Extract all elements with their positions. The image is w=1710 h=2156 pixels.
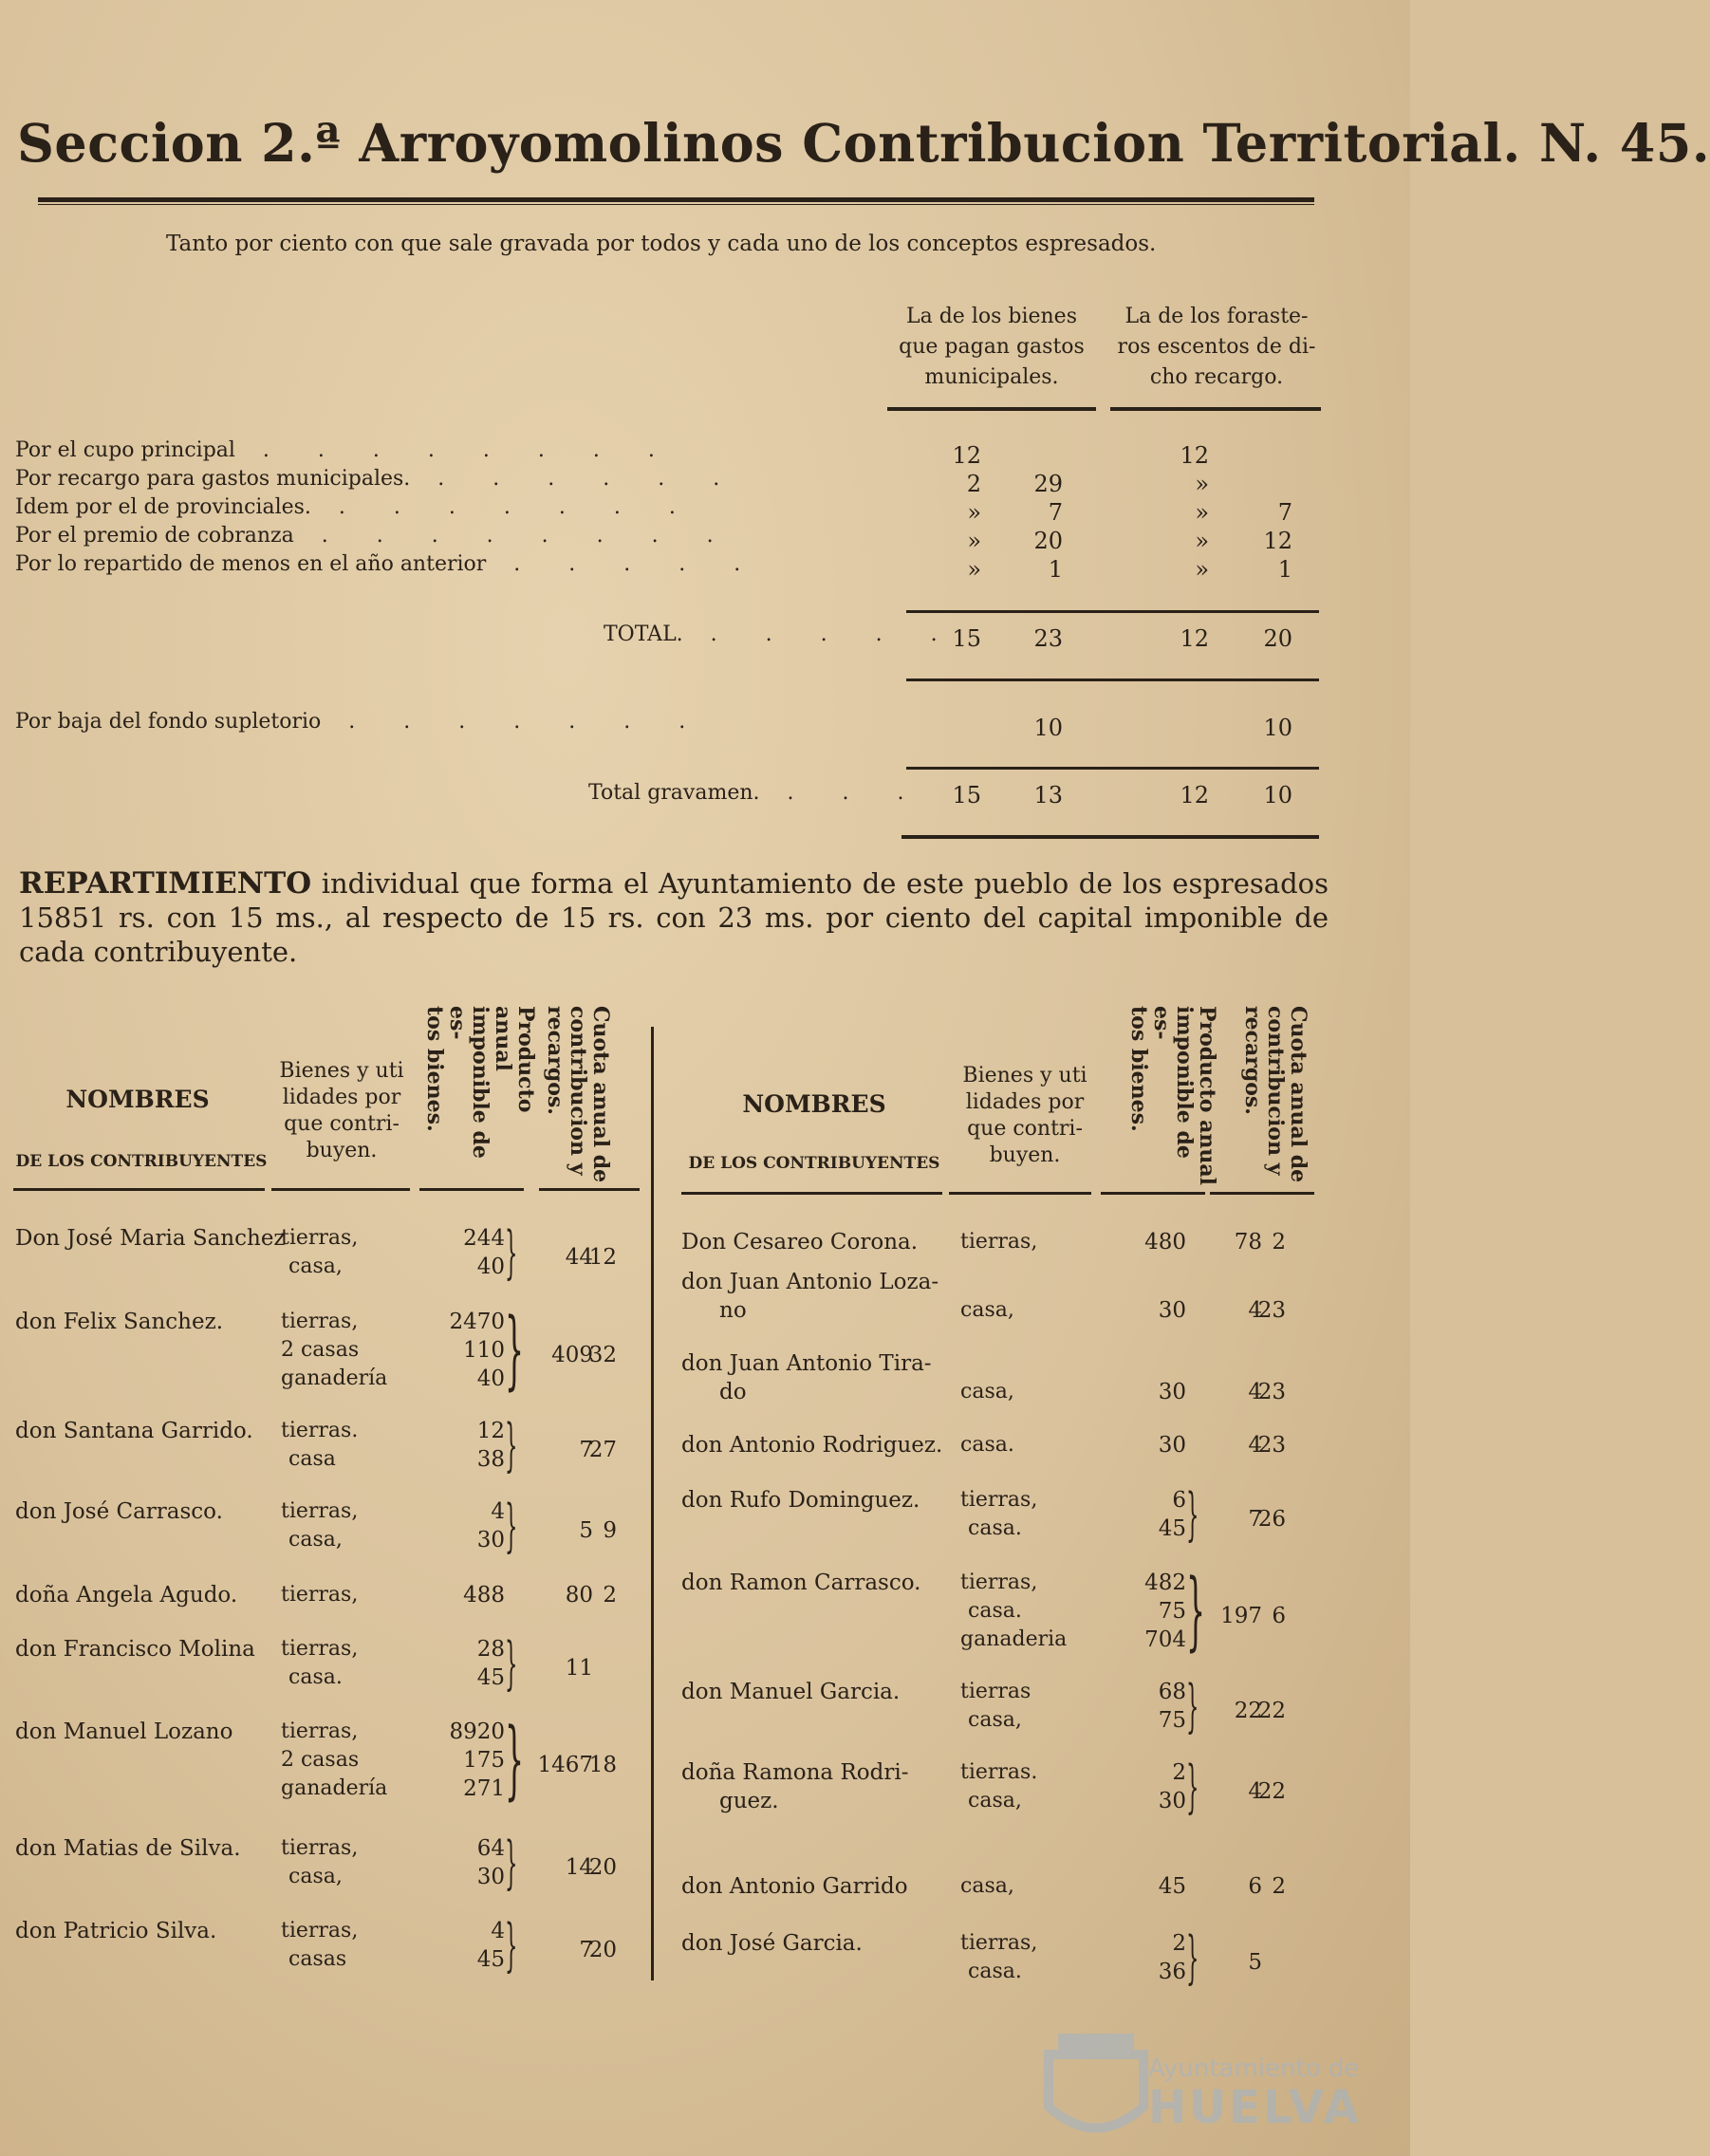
rates-col1-line: La de los bienes: [906, 305, 1077, 328]
cuota-reales: 22: [1234, 1699, 1262, 1723]
cuota-reales: 7: [579, 1938, 593, 1962]
asset-value: 45: [476, 1947, 505, 1972]
leader-dots: . . . . . . . .: [293, 524, 734, 548]
rates-col2-line: ros escentos de di-: [1117, 335, 1316, 359]
asset-value: 68: [1158, 1680, 1186, 1704]
table-divider: [651, 1027, 654, 1980]
left-header-bienes-line: buyen.: [306, 1139, 378, 1162]
cuota-reales: 11: [565, 1656, 593, 1681]
asset-value: 45: [476, 1665, 505, 1690]
asset-item: casa,: [960, 1380, 1014, 1403]
contributor-name: don Felix Sanchez.: [15, 1310, 224, 1334]
asset-item: ganadería: [281, 1366, 388, 1390]
watermark-line2: HUELVA: [1148, 2081, 1362, 2134]
cuota-reales: 4: [1248, 1380, 1262, 1404]
repartimiento-lead: REPARTIMIENTO: [19, 866, 312, 901]
asset-value: 4: [491, 1919, 505, 1943]
right-header-rule-4: [1210, 1192, 1314, 1195]
contributor-name: don Juan Antonio Loza-: [681, 1270, 939, 1294]
rate-row-b1: »: [1195, 499, 1209, 526]
rates-col1-header: [883, 302, 1101, 393]
left-header-nombres: NOMBRES: [65, 1086, 210, 1113]
brace-mark: }: [1186, 1561, 1206, 1661]
repartimiento-paragraph: [19, 866, 1329, 969]
right-header-rule-2: [949, 1192, 1091, 1195]
asset-item: casa,: [960, 1298, 1014, 1322]
rate-row-b2: 7: [1277, 499, 1292, 526]
brace-mark: }: [505, 1912, 518, 1979]
cuota-reales: 197: [1220, 1604, 1262, 1628]
cuota-maravedis: 27: [588, 1438, 617, 1462]
rates-col2-line: cho recargo.: [1149, 365, 1284, 389]
asset-value: 12: [476, 1419, 505, 1443]
left-header-producto-line: imponible de es-: [445, 1006, 493, 1159]
contributor-name: don Manuel Lozano: [15, 1719, 233, 1744]
asset-value: 4: [491, 1499, 505, 1524]
rate-row-b2: 1: [1277, 556, 1292, 583]
asset-value: 480: [1144, 1230, 1186, 1255]
contributor-name: no: [719, 1298, 747, 1323]
right-header-bienes: [954, 1063, 1096, 1169]
rates-col2-rule: [1110, 407, 1321, 411]
cuota-reales: 4: [1248, 1433, 1262, 1458]
contributor-name: Don José Maria Sanchez: [15, 1226, 286, 1251]
asset-item: tierras,: [281, 1836, 359, 1860]
contributor-name: don Matias de Silva.: [15, 1836, 241, 1861]
asset-item: casa,: [960, 1874, 1014, 1898]
asset-item: casa,: [968, 1789, 1022, 1812]
right-header-producto: [1127, 1006, 1218, 1186]
right-header-cuota-line: Cuota anual de: [1286, 1006, 1310, 1183]
rates-col2-header: [1112, 302, 1321, 393]
cuota-reales: 44: [565, 1245, 593, 1270]
rate-row-label: [15, 467, 740, 491]
contributor-name: don Ramon Carrasco.: [681, 1571, 921, 1595]
asset-item: 2 casas: [281, 1338, 360, 1362]
cuota-maravedis: 12: [588, 1245, 617, 1270]
brace-mark: }: [1186, 1924, 1199, 1991]
asset-value: 30: [476, 1865, 505, 1889]
contributor-name: don Antonio Garrido: [681, 1874, 908, 1899]
coat-of-arms-icon: [1030, 2026, 1162, 2149]
cuota-maravedis: 23: [1257, 1380, 1286, 1404]
rate-row-a2: 7: [1048, 499, 1063, 526]
brace-mark: }: [1186, 1754, 1199, 1820]
left-header-cuota-line: Cuota anual de: [588, 1006, 613, 1183]
asset-item: tierras.: [281, 1419, 359, 1442]
asset-item: tierras,: [281, 1919, 359, 1942]
cuota-reales: 1467: [537, 1753, 593, 1777]
asset-item: tierras,: [960, 1230, 1038, 1254]
contributor-name: don Rufo Dominguez.: [681, 1488, 920, 1513]
page-title: Seccion 2.ª Arroyomolinos Contribucion Territorial. N. 45.: [17, 112, 1710, 174]
asset-item: tierras,: [281, 1226, 359, 1250]
total-b1: 12: [1180, 625, 1209, 652]
left-header-cuota-line: contribucion y: [566, 1006, 590, 1176]
cuota-reales: 5: [1248, 1950, 1262, 1975]
cuota-maravedis: 23: [1257, 1298, 1286, 1323]
cuota-reales: 409: [551, 1343, 593, 1367]
asset-item: casa,: [288, 1528, 343, 1552]
cuota-maravedis: 26: [1257, 1507, 1286, 1532]
cuota-reales: 80: [565, 1583, 593, 1608]
contributor-name: don Patricio Silva.: [15, 1919, 217, 1943]
asset-item: casa.: [288, 1665, 343, 1689]
asset-value: 64: [476, 1836, 505, 1861]
left-header-rule-4: [539, 1188, 640, 1191]
total-b2: 20: [1263, 625, 1292, 652]
asset-value: 75: [1158, 1599, 1186, 1624]
asset-item: casa,: [968, 1708, 1022, 1732]
asset-item: casa.: [960, 1433, 1014, 1457]
cuota-reales: 4: [1248, 1298, 1262, 1323]
asset-value: 36: [1158, 1960, 1186, 1984]
rate-row-b1: »: [1195, 528, 1209, 554]
left-header-rule-3: [419, 1188, 524, 1191]
left-header-rule-1: [13, 1188, 265, 1191]
cuota-maravedis: 2: [603, 1583, 617, 1608]
rate-row-label-text: Por el cupo principal: [15, 438, 235, 462]
right-header-bienes-line: que contri-: [967, 1117, 1083, 1141]
baja-rule: [906, 767, 1319, 770]
asset-item: 2 casas: [281, 1748, 360, 1772]
asset-value: 8920: [449, 1719, 505, 1744]
rate-row-label-text: Por el premio de cobranza: [15, 524, 294, 548]
cuota-maravedis: 23: [1257, 1433, 1286, 1458]
right-header-bienes-line: Bienes y uti: [962, 1064, 1087, 1087]
baja-label: Por baja del fondo supletorio . . . . . . .: [15, 710, 707, 734]
asset-value: 2: [1172, 1760, 1186, 1785]
rates-col1-line: que pagan gastos: [899, 335, 1085, 359]
rate-row-label-text: Por lo repartido de menos en el año anterior: [15, 552, 487, 576]
cuota-maravedis: 20: [588, 1855, 617, 1880]
asset-value: 110: [463, 1338, 505, 1363]
asset-value: 45: [1158, 1874, 1186, 1899]
asset-item: tierras.: [960, 1760, 1038, 1784]
asset-item: tierras,: [960, 1488, 1038, 1512]
rates-col1-rule: [887, 407, 1096, 411]
watermark-line1: Ayuntamiento de: [1148, 2054, 1360, 2083]
left-header-producto-line: Producto anual: [491, 1006, 538, 1113]
asset-value: 482: [1144, 1571, 1186, 1595]
asset-item: tierras,: [960, 1571, 1038, 1594]
contributor-name: don Antonio Rodriguez.: [681, 1433, 943, 1458]
total-a2: 23: [1033, 625, 1063, 652]
asset-value: 30: [1158, 1433, 1186, 1458]
cuota-reales: 7: [1248, 1507, 1262, 1532]
brace-mark: }: [505, 1710, 525, 1810]
contributor-name: don Francisco Molina: [15, 1637, 255, 1662]
left-header-cuota-line: recargos.: [543, 1006, 567, 1115]
right-header-cuota-line: contribucion y: [1263, 1006, 1288, 1176]
gravamen-b2: 10: [1263, 782, 1292, 808]
leader-dots: . . . . . . .: [310, 495, 697, 519]
left-header-bienes-line: Bienes y uti: [279, 1059, 404, 1083]
asset-item: ganaderia: [960, 1627, 1068, 1651]
asset-value: 30: [1158, 1380, 1186, 1404]
asset-item: casa.: [968, 1599, 1022, 1623]
right-header-contribuyentes: DE LOS CONTRIBUYENTES: [688, 1154, 940, 1173]
total-rule-bottom: [906, 678, 1319, 681]
left-header-contribuyentes: DE LOS CONTRIBUYENTES: [15, 1152, 268, 1171]
asset-item: casa,: [288, 1865, 343, 1888]
left-header-producto-line: tos bienes.: [422, 1006, 447, 1132]
cuota-maravedis: 9: [603, 1518, 617, 1543]
right-header-bienes-line: buyen.: [989, 1143, 1061, 1167]
asset-value: 488: [463, 1583, 505, 1608]
asset-value: 2470: [449, 1310, 505, 1334]
brace-mark: }: [1186, 1673, 1199, 1739]
cuota-maravedis: 32: [588, 1343, 617, 1367]
contributor-name: don José Carrasco.: [15, 1499, 223, 1524]
contributor-name: Don Cesareo Corona.: [681, 1230, 919, 1255]
gravamen-a2: 13: [1033, 782, 1063, 808]
rates-col1-line: municipales.: [924, 365, 1059, 389]
contributor-name: doña Ramona Rodri-: [681, 1760, 909, 1785]
right-header-nombres: NOMBRES: [742, 1090, 886, 1118]
leader-dots: . . . . .: [486, 552, 762, 576]
cuota-reales: 4: [1248, 1779, 1262, 1804]
brace-mark: }: [505, 1219, 518, 1286]
left-header-producto: [423, 1006, 537, 1177]
asset-value: 271: [463, 1776, 505, 1801]
total-rule: [906, 610, 1319, 613]
rate-row-a1: »: [967, 556, 981, 583]
contributor-name: guez.: [719, 1789, 779, 1813]
left-header-bienes-line: que contri-: [284, 1112, 400, 1136]
rate-row-a2: 1: [1048, 556, 1063, 583]
right-header-cuota: [1241, 1006, 1310, 1196]
right-header-producto-line: tos bienes.: [1126, 1006, 1151, 1132]
asset-value: 175: [463, 1748, 505, 1773]
rate-row-a1: »: [967, 528, 981, 554]
right-header-cuota-line: recargos.: [1240, 1006, 1265, 1115]
rate-row-label-text: Idem por el de provinciales.: [15, 495, 311, 519]
contributor-name: doña Angela Agudo.: [15, 1583, 238, 1608]
rate-row-a2: 20: [1033, 528, 1063, 554]
contributor-name: don José Garcia.: [681, 1931, 863, 1956]
asset-item: casa.: [968, 1516, 1022, 1540]
cuota-maravedis: 2: [1272, 1230, 1286, 1255]
cuota-reales: 5: [579, 1518, 593, 1543]
leader-dots: . . . . . .: [410, 467, 741, 491]
cuota-maravedis: 22: [1257, 1699, 1286, 1723]
rate-row-b1: »: [1195, 471, 1209, 497]
asset-item: casas: [288, 1947, 347, 1971]
rate-row-label: [15, 495, 697, 519]
left-header-cuota: [544, 1006, 612, 1186]
total-label: TOTAL. . . . . .: [604, 623, 958, 646]
asset-item: tierras,: [281, 1583, 359, 1607]
cuota-maravedis: 2: [1272, 1874, 1286, 1899]
asset-item: tierras,: [281, 1310, 359, 1333]
asset-value: 30: [476, 1528, 505, 1552]
contributor-name: don Manuel Garcia.: [681, 1680, 901, 1704]
rate-row-b1: »: [1195, 556, 1209, 583]
cuota-reales: 78: [1234, 1230, 1262, 1255]
cuota-maravedis: 6: [1272, 1604, 1286, 1628]
right-header-rule-3: [1101, 1192, 1205, 1195]
asset-value: 38: [476, 1447, 505, 1472]
asset-item: tierras,: [960, 1931, 1038, 1955]
rate-row-a1: »: [967, 499, 981, 526]
cuota-maravedis: 22: [1257, 1779, 1286, 1804]
right-header-bienes-line: lidades por: [965, 1090, 1085, 1114]
rate-row-label: [15, 524, 734, 548]
brace-mark: }: [505, 1830, 518, 1896]
left-header-bienes: [270, 1058, 413, 1164]
rate-row-label-text: Por recargo para gastos municipales.: [15, 467, 411, 491]
right-header-producto-line: Producto anual: [1195, 1006, 1219, 1185]
cuota-maravedis: 20: [588, 1938, 617, 1962]
cuota-reales: 6: [1248, 1874, 1262, 1899]
total-a1: 15: [952, 625, 981, 652]
asset-item: tierras,: [281, 1499, 359, 1523]
asset-item: tierras: [960, 1680, 1032, 1703]
contributor-name: don Juan Antonio Tira-: [681, 1351, 932, 1376]
gravamen-a1: 15: [952, 782, 981, 808]
title-rule: [38, 197, 1314, 202]
asset-value: 40: [476, 1255, 505, 1279]
asset-value: 2: [1172, 1931, 1186, 1956]
asset-item: casa,: [288, 1255, 343, 1278]
brace-mark: }: [505, 1412, 518, 1478]
asset-item: casa.: [968, 1960, 1022, 1983]
rate-row-a2: 29: [1033, 471, 1063, 497]
gravamen-b1: 12: [1180, 782, 1209, 808]
rate-row-b2: 12: [1263, 528, 1292, 554]
asset-value: 45: [1158, 1516, 1186, 1541]
right-header-rule-1: [681, 1192, 942, 1195]
baja-b2: 10: [1263, 715, 1292, 741]
left-header-bienes-line: lidades por: [282, 1086, 401, 1109]
right-header-producto-line: imponible de es-: [1149, 1006, 1197, 1159]
gravamen-label: Total gravamen. . . .: [588, 781, 925, 805]
rates-col2-line: La de los foraste-: [1125, 305, 1309, 328]
brace-mark: }: [1186, 1481, 1199, 1548]
rate-row-a1: 2: [966, 471, 981, 497]
rate-row-b1: 12: [1180, 442, 1209, 469]
left-header-rule-2: [271, 1188, 410, 1191]
asset-value: 75: [1158, 1708, 1186, 1733]
contributor-name: do: [719, 1380, 747, 1404]
asset-value: 704: [1144, 1627, 1186, 1652]
cuota-maravedis: 18: [588, 1753, 617, 1777]
asset-item: casa: [288, 1447, 336, 1471]
title-rule-thin: [38, 204, 1314, 205]
brace-mark: }: [505, 1630, 518, 1697]
baja-a2: 10: [1033, 715, 1063, 741]
brace-mark: }: [505, 1300, 525, 1400]
brace-mark: }: [505, 1493, 518, 1559]
rate-row-label: [15, 438, 676, 462]
asset-item: ganadería: [281, 1776, 388, 1800]
leader-dots: . . . . . . . .: [234, 438, 676, 462]
repartimiento-text: individual que forma el Ayuntamiento de este pueblo de los espresados 15851 rs. con 15 ms., al respecto de 15 rs. con 23 ms. por ciento del capital imponible de cada contribuyente.: [19, 867, 1329, 968]
cuota-reales: 14: [565, 1855, 593, 1880]
contributor-name: don Santana Garrido.: [15, 1419, 253, 1443]
asset-value: 28: [476, 1637, 505, 1662]
asset-value: 30: [1158, 1789, 1186, 1813]
rate-row-a1: 12: [952, 442, 981, 469]
cuota-reales: 7: [579, 1438, 593, 1462]
gravamen-rule: [901, 835, 1319, 839]
asset-value: 6: [1172, 1488, 1186, 1513]
asset-value: 40: [476, 1366, 505, 1391]
asset-item: tierras,: [281, 1637, 359, 1661]
rates-intro: Tanto por ciento con que sale gravada por todos y cada uno de los conceptos espresados.: [166, 232, 1157, 256]
asset-item: tierras,: [281, 1719, 359, 1743]
asset-value: 30: [1158, 1298, 1186, 1323]
rate-row-label: [15, 552, 761, 576]
asset-value: 244: [463, 1226, 505, 1251]
